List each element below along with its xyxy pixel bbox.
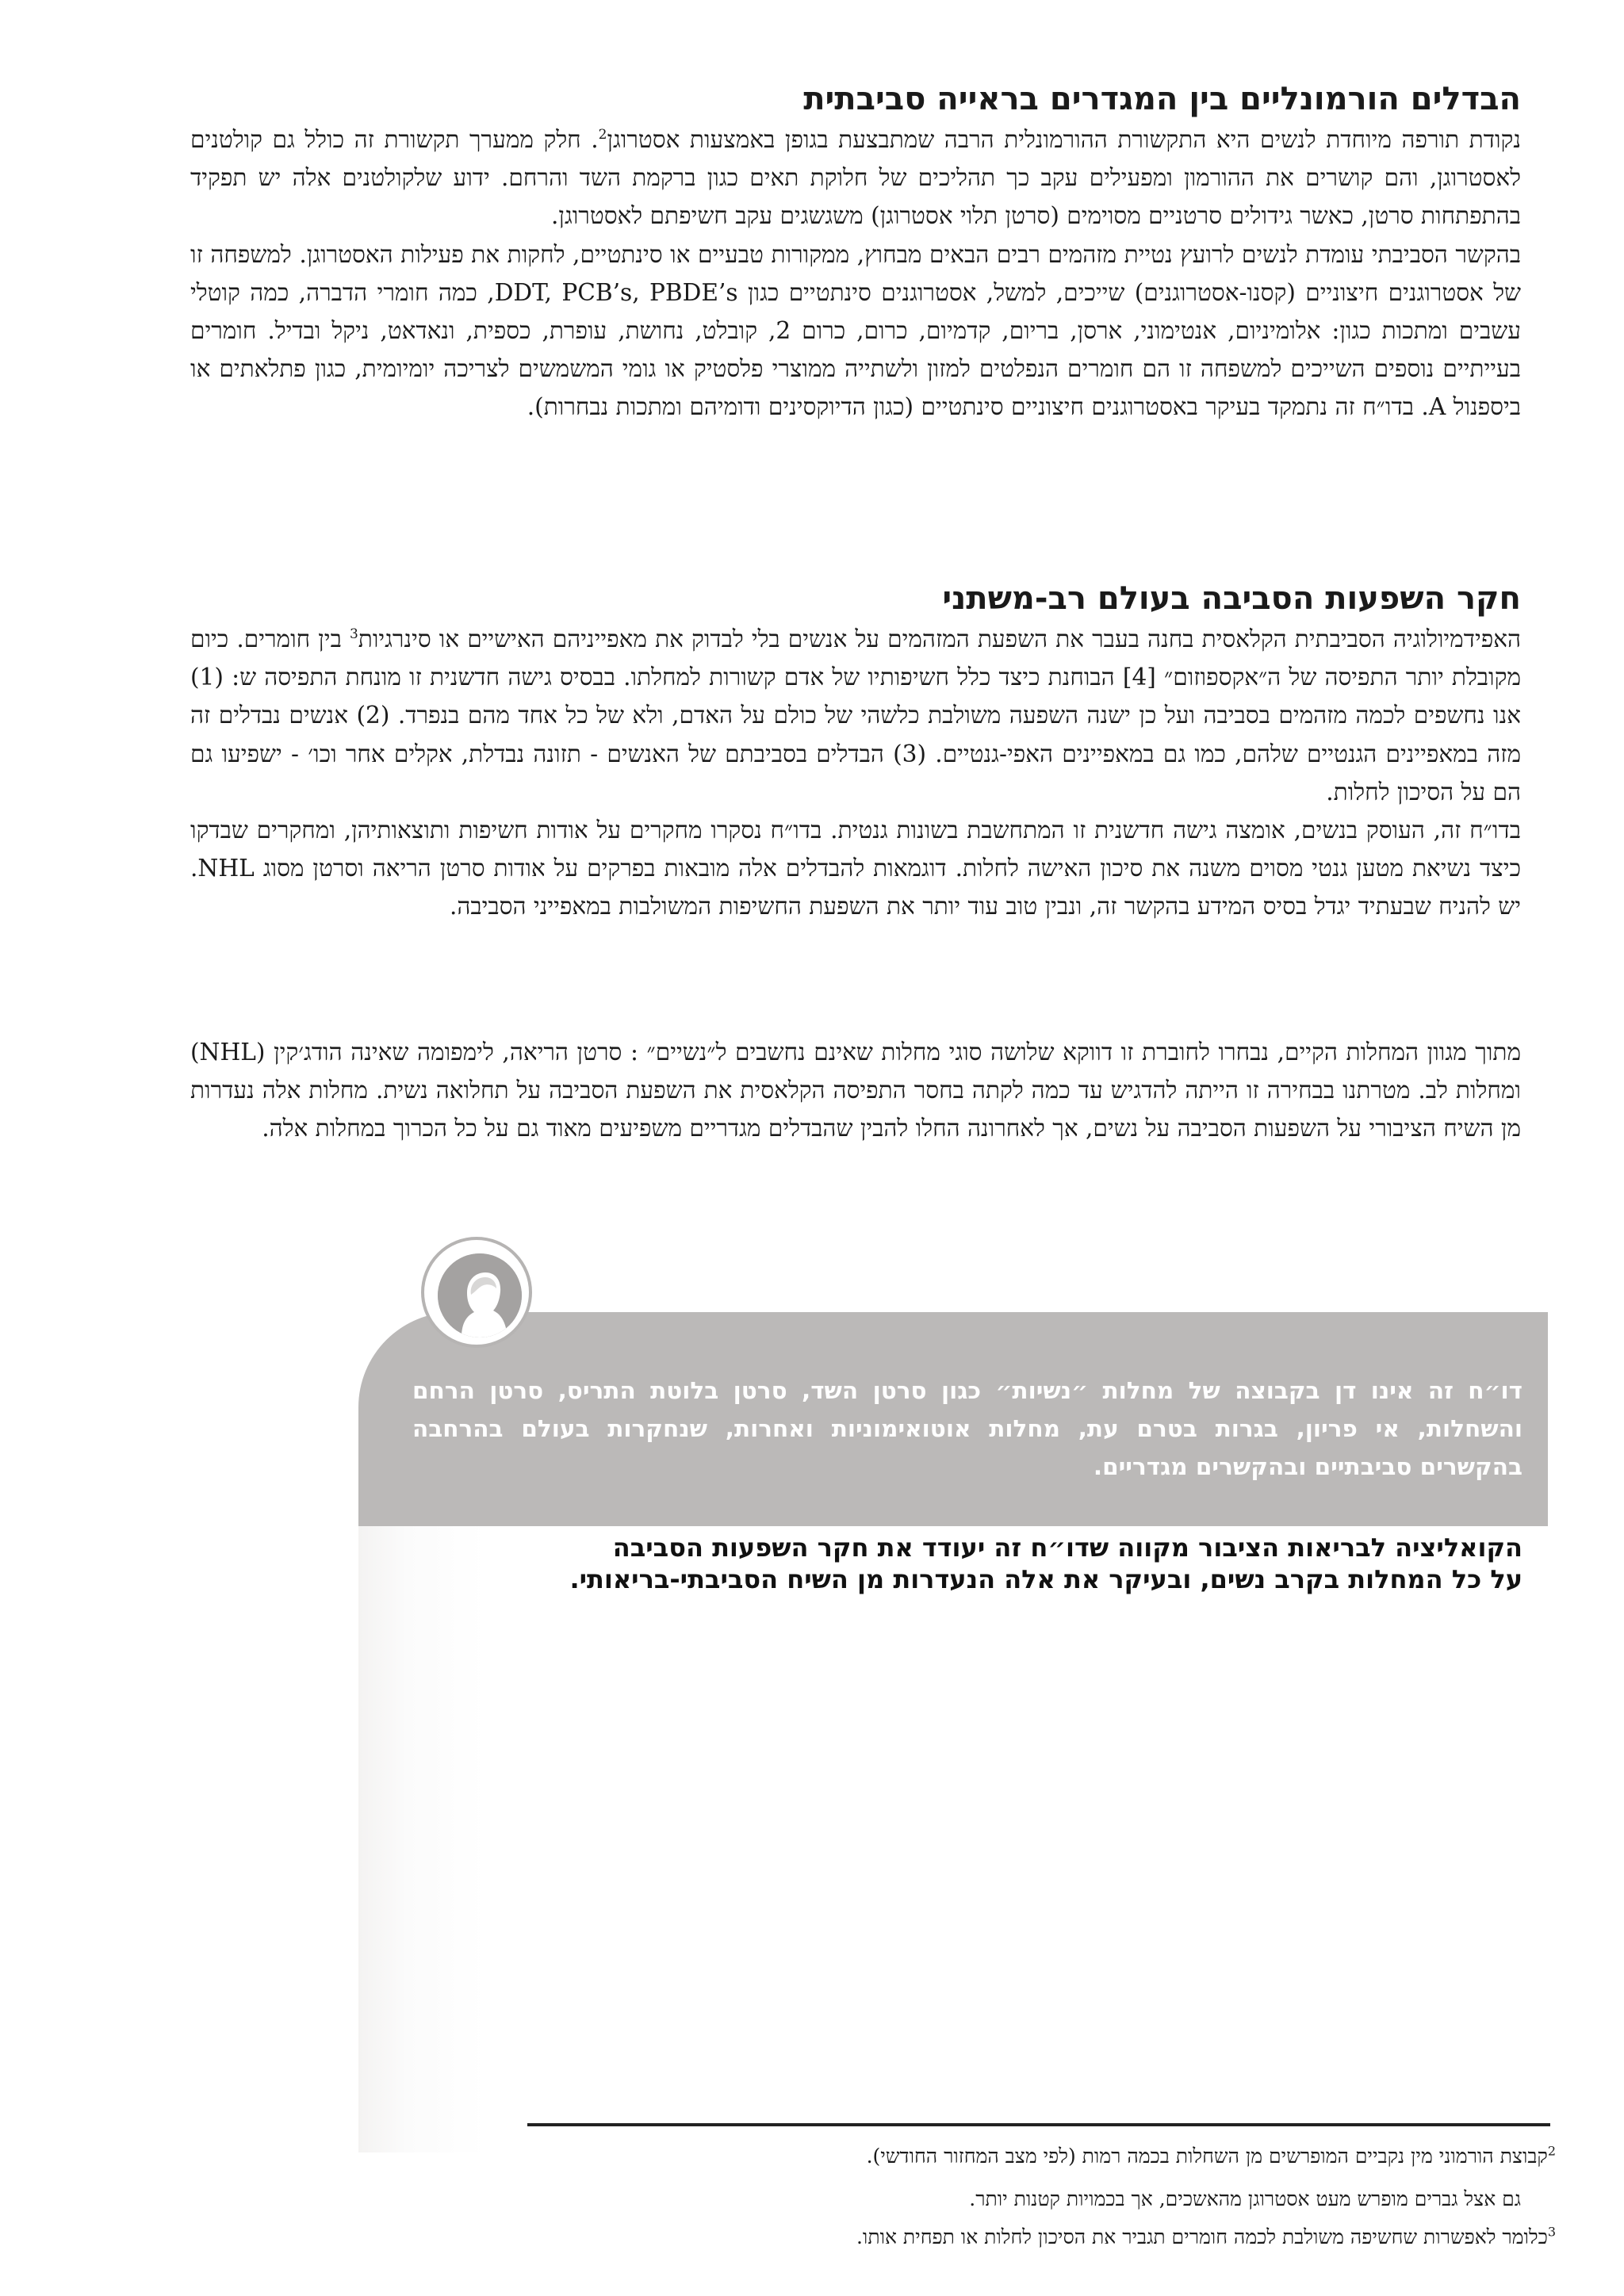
footnote-ref: 3 bbox=[349, 626, 358, 643]
paragraph: מתוך מגוון המחלות הקיים, נבחרו לחוברת זו דווקא שלושה סוגי מחלות שאינם נחשבים ל״נשיים״ : סרטן הריאה, לימפומה שאינה הודג׳קין (NHL) ומחלות לב. מטרתנו בבחירה זו הייתה להדגיש עד כמה לקתה בחסר התפיסה הקלאסית את השפעת הסביבה על תחלואה נשית. מחלות אלה נעדרות מן השיח הציבורי על השפעות הסביבה על נשים, אך לאחרונה החלו להבין שהבדלים מגדריים משפיעים מאוד גם על כל הכרוך במחלות אלה. bbox=[190, 1039, 1521, 1142]
woman-profile-icon bbox=[438, 1253, 522, 1337]
footnote: גם אצל גברים מופרש מעט אסטרוגן מהאשכים, אך בכמויות קטנות יותר. bbox=[969, 2187, 1521, 2210]
footnote bbox=[867, 2143, 1556, 2170]
paragraph-text: נקודת תורפה מיוחדת לנשים היא התקשורת ההורמונלית הרבה שמתבצעת בגופן באמצעות אסטרוגן bbox=[607, 126, 1521, 153]
paragraph-text: . חלק ממערך תקשורת זה כולל גם קולטנים לאסטרוגן, והם קושרים את ההורמון ומפעילים עקב כך תהליכים של חלוקת תאים כגון ברקמת השד והרחם. ידוע שלקולטנים אלה יש תפקיד בהתפתחות סרטן, כאשר גידולים סרטניים מסוימים (סרטן תלוי אסטרוגן) משגשגים עקב חשיפתם לאסטרוגן. bbox=[190, 126, 1521, 230]
coalition-statement bbox=[412, 1532, 1522, 1595]
paragraph: בדו״ח זה, העוסק בנשים, אומצה גישה חדשנית זו המתחשבת בשונות גנטית. בדו״ח נסקרו מחקרים על אודות חשיפות ותוצאותיהן, ומחקרים שבדקו כיצד נשיאת מטען גנטי מסוים משנה את סיכון האישה לחלות. דוגמאות להבדלים אלה מובאות בפרקים על אודות סרטן הריאה וסרטן מסוג NHL. יש להניח שבעתיד יגדל בסיס המידע בהקשר זה, ונבין טוב עוד יותר את השפעת החשיפות המשולבות במאפייני הסביבה. bbox=[190, 817, 1521, 920]
section-heading: חקר השפעות הסביבה בעולם רב-משתני bbox=[942, 580, 1521, 617]
paragraph-text: בין חומרים. כיום מקובלת יותר התפיסה של ה״אקספוזום״ [4] הבוחנת כיצד כלל חשיפותיו של אדם קשורות למחלתו. בבסיס גישה חדשנית זו מונחת התפיסה ש: (1) אנו נחשפים לכמה מזהמים בסביבה ועל כן ישנה השפעה משולבת כלשהי של כולם על האדם, ולא של כל אחד מהם בנפרד. (2) אנשים נבדלים זה מזה במאפיינים הגנטיים שלהם, כמו גם במאפיינים האפי-גנטיים. (3) הבדלים בסביבתם של האנשים - תזונה נבדלת, אקלים אחר וכו׳ - ישפיעו גם הם על הסיכון לחלות. bbox=[190, 626, 1522, 806]
footnote bbox=[856, 2224, 1556, 2251]
paragraph bbox=[190, 620, 1521, 811]
coalition-line: הקואליציה לבריאות הציבור מקווה שדו״ח זה יעודד את חקר השפעות הסביבה bbox=[612, 1533, 1522, 1563]
footnote-text: קבוצת הורמוני מין נקביים המופרשים מן השחלות בכמה רמות (לפי מצב המחזור החודשי). bbox=[866, 2145, 1548, 2168]
footnote-number: 2 bbox=[1547, 2143, 1556, 2159]
footnote-text: כלומר לאפשרות שחשיפה משולבת לכמה חומרים תגביר את הסיכון לחלות או תפחית אותו. bbox=[856, 2225, 1548, 2248]
callout-text: דו״ח זה אינו דן בקבוצה של מחלות ״נשיות״ כגון סרטן השד, סרטן בלוטת התריס, סרטן הרחם והשחלות, אי פריון, בגרות בטרם עת, מחלות אוטואימוניות ואחרות, שנחקרות בעולם בהרחבה בהקשרים סביבתיים ובהקשרים מגדריים. bbox=[412, 1377, 1522, 1480]
footnote-ref: 2 bbox=[598, 127, 607, 144]
callout-background bbox=[358, 1526, 1548, 2152]
paragraph: בהקשר הסביבתי עומדת לנשים לרועץ נטיית מזהמים רבים הבאים מבחוץ, ממקורות טבעיים או סינתטיים, לחקות את פעילות האסטרוגן. למשפחה זו של אסטרוגנים חיצוניים (קסנו-אסטרוגנים) שייכים, למשל, אסטרוגנים סינתטיים כגון DDT, PCB’s, PBDE’s, כמה חומרי הדברה, כמה קוטלי עשבים ומתכות כגון: אלומיניום, אנטימוני, ארסן, בריום, קדמיום, כרום, כרום 2, קובלט, נחושת, עופרת, כספית, ונאדאט, ניקל ובדיל. חומרים בעייתיים נוספים השייכים למשפחה זו הם חומרים הנפלטים למזון ולשתייה ממוצרי פלסטיק או גומי המשמשים לצריכה יומיומית, כגון פתלאתים או ביספנול A. בדו״ח זה נתמקד בעיקר באסטרוגנים חיצוניים סינתטיים (כגון הדיוקסינים ודומיהם ומתכות נבחרות). bbox=[190, 240, 1521, 421]
paragraph-text: האפידמיולוגיה הסביבתית הקלאסית בחנה בעבר את השפעת המזהמים על אנשים בלי לבדוק את מאפייניהם האישיים או סינרגיות bbox=[358, 626, 1521, 652]
section-multivariable bbox=[190, 577, 1521, 926]
footnote-number: 3 bbox=[1547, 2224, 1556, 2240]
coalition-line: על כל המחלות בקרב נשים, ובעיקר את אלה הנעדרות מן השיח הסביבתי-בריאותי. bbox=[569, 1564, 1522, 1594]
woman-profile-icon-graphic bbox=[438, 1253, 522, 1337]
section-hormonal bbox=[190, 78, 1521, 427]
footnote-divider bbox=[527, 2123, 1550, 2126]
section-heading: הבדלים הורמונליים בין המגדרים בראייה סביבתית bbox=[803, 81, 1521, 117]
section-diseases bbox=[190, 1033, 1521, 1148]
paragraph bbox=[190, 121, 1521, 235]
